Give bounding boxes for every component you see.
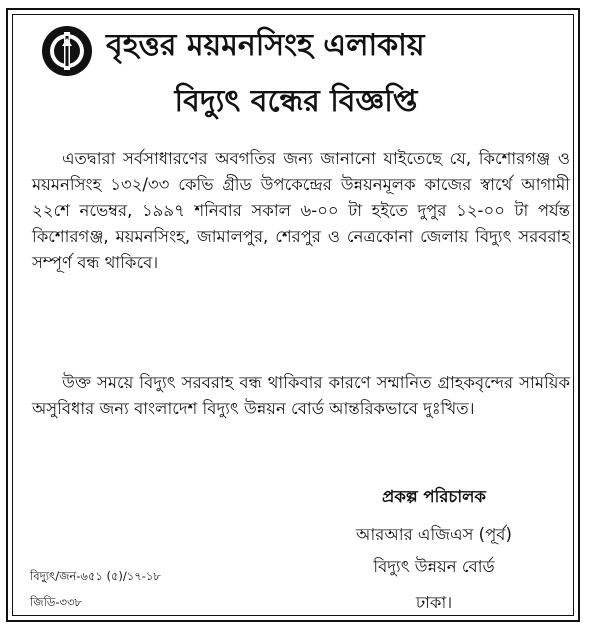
paragraph-1-text: এতদ্বারা সর্বসাধারণের অবগতির জন্য জানানো যাইতেছে যে, কিশোরগঞ্জ ও ময়মনসিংহ ১৩২/৩৩ কেভি গ্রীড উপকেন্দ্রের উন্নয়নমূলক কাজের স্বার্থে আগামী ২২শে নভেম্বর, ১৯৯৭ শনিবার সকাল ৬-০০ টা হইতে দুপুর ১২-০০ টা পর্যন্ত কিশোরগঞ্জ, ময়মনসিংহ, জামালপুর, শেরপুর ও নেত্রকোনা জেলায় বিদ্যুৎ সরবরাহ সম্পূর্ণ বন্ধ থাকিবে। [32, 149, 570, 272]
bpdb-emblem-icon [40, 24, 94, 78]
gd-number: জিডি-৩৩৮ [30, 595, 82, 609]
reference-number: বিদ্যুৎ/জন-৬৫১ (৫)/১৭-১৮ [30, 569, 161, 583]
notice-paragraph-2 [32, 370, 570, 422]
signatory-place: ঢাকা। [415, 593, 453, 612]
notice-title-line2: বিদ্যুৎ বন্ধের বিজ্ঞপ্তি [174, 84, 418, 119]
notice-paragraph-1 [32, 146, 570, 276]
paragraph-2-text: উক্ত সময়ে বিদ্যুৎ সরবরাহ বন্ধ থাকিবার কারণে সম্মানিত গ্রাহকবৃন্দের সাময়িক অসুবিধার জন্য বাংলাদেশ বিদ্যুৎ উন্নয়ন বোর্ড আন্তরিকভাবে দুঃখিত। [32, 373, 570, 418]
notice-title-line1: বৃহত্তর ময়মনসিংহ এলাকায় [106, 28, 425, 63]
signatory-org-line1: আরআর এজিএস (পূর্ব) [356, 525, 512, 544]
signatory-title: প্রকল্প পরিচালক [382, 487, 486, 506]
signatory-org-line2: বিদ্যুৎ উন্নয়ন বোর্ড [373, 557, 495, 576]
